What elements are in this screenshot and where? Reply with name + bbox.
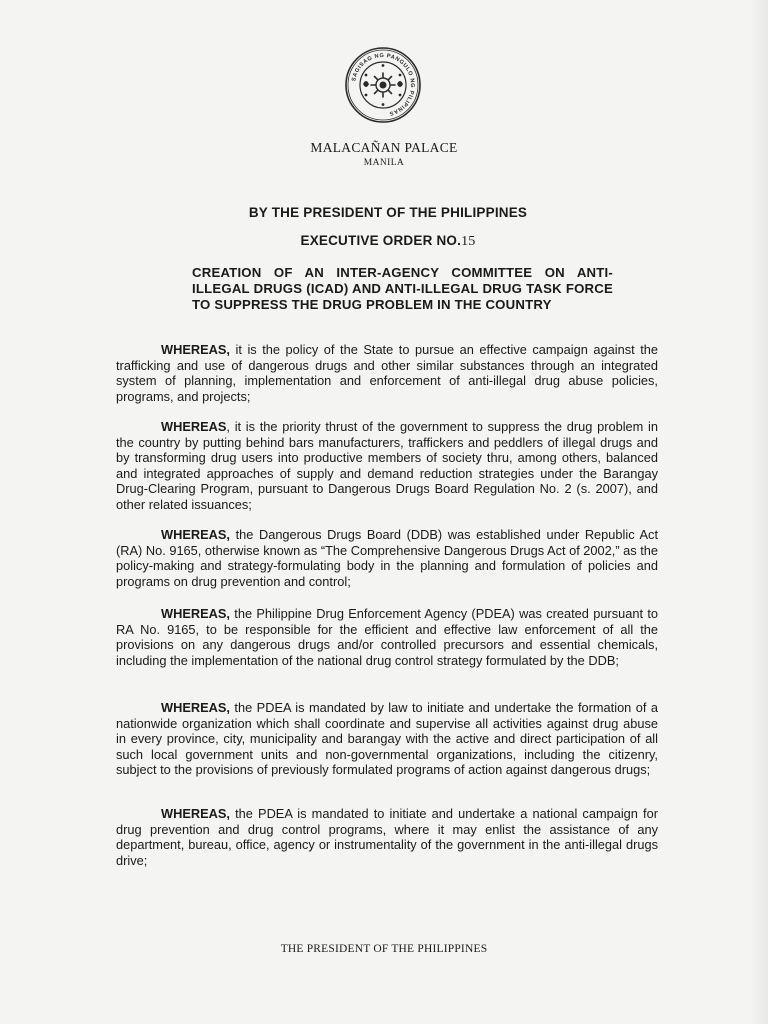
scan-edge-shadow — [750, 0, 768, 1024]
issuer-heading: BY THE PRESIDENT OF THE PHILIPPINES — [248, 205, 528, 220]
presidential-seal-icon — [344, 46, 422, 124]
whereas-clause — [116, 700, 658, 778]
whereas-clause — [116, 527, 658, 589]
clause-keyword: WHEREAS — [161, 419, 227, 434]
clause-text: it is the policy of the State to pursue an effective campaign against the trafficking and use of dangerous drugs and other similar substances through an integrated system of planning, implementation and enforcement of anti-illegal drug abuse policies, programs, and projects; — [116, 342, 658, 404]
order-label: EXECUTIVE ORDER NO. — [300, 233, 462, 248]
svg-text:SAGISAG NG PANGULO NG PILIPINA: SAGISAG NG PANGULO NG PILIPINAS — [351, 52, 416, 117]
page-footer: THE PRESIDENT OF THE PHILIPPINES — [280, 943, 488, 955]
whereas-clause — [116, 419, 658, 513]
palace-name: MALACAÑAN PALACE — [310, 140, 458, 155]
clause-text: the Dangerous Drugs Board (DDB) was established under Republic Act (RA) No. 9165, otherwise known as “The Comprehensive Dangerous Drugs Act of 2002,” as the policy-making and strategy-formulating body in the planning and formulation of policies and programs on drug prevention and control; — [116, 527, 659, 589]
order-number: 15 — [461, 234, 476, 249]
clause-keyword: WHEREAS, — [161, 806, 230, 821]
clause-keyword: WHEREAS, — [161, 606, 230, 621]
clause-keyword: WHEREAS, — [161, 700, 230, 715]
palace-city: MANILA — [363, 158, 405, 168]
clause-text: the PDEA is mandated to initiate and undertake a national campaign for drug prevention and drug control programs, where it may enlist the assistance of any department, bureau, office, agency or instrumentality of the government in the anti-illegal drugs drive; — [116, 806, 658, 868]
clause-text: the PDEA is mandated by law to initiate and undertake the formation of a nationwide organization which shall coordinate and supervise all activities against drug abuse in every province, city, municipality and barangay with the active and direct participation of all such local government units and non-governmental organizations, including the citizenry, subject to the provisions of previously formulated programs of action against dangerous drugs; — [116, 700, 658, 778]
clause-text: , it is the priority thrust of the government to suppress the drug problem in the country by putting behind bars manufacturers, traffickers and peddlers of illegal drugs and by transforming drug users into productive members of society thru, among others, balanced and integrated approaches of supply and demand reduction strategies under the Barangay Drug-Clearing Program, pursuant to Dangerous Drugs Board Regulation No. 2 (s. 2007), and other related issuances; — [116, 419, 658, 512]
order-subject: CREATION OF AN INTER-AGENCY COMMITTEE ON ANTI-ILLEGAL DRUGS (ICAD) AND ANTI-ILLEGAL DRUG TASK FORCE TO SUPPRESS THE DRUG PROBLEM IN THE COUNTRY — [192, 265, 613, 312]
whereas-clause — [116, 342, 658, 404]
clause-text: the Philippine Drug Enforcement Agency (PDEA) was created pursuant to RA No. 9165, to be responsible for the efficient and effective law enforcement of all the provisions on any dangerous drugs and/or controlled precursors and essential chemicals, including the implementation of the national drug control strategy formulated by the DDB; — [116, 606, 658, 668]
whereas-clause — [116, 606, 658, 668]
whereas-clause — [116, 806, 658, 868]
clause-keyword: WHEREAS, — [161, 342, 230, 357]
order-heading — [4, 233, 768, 250]
clause-keyword: WHEREAS, — [161, 527, 230, 542]
